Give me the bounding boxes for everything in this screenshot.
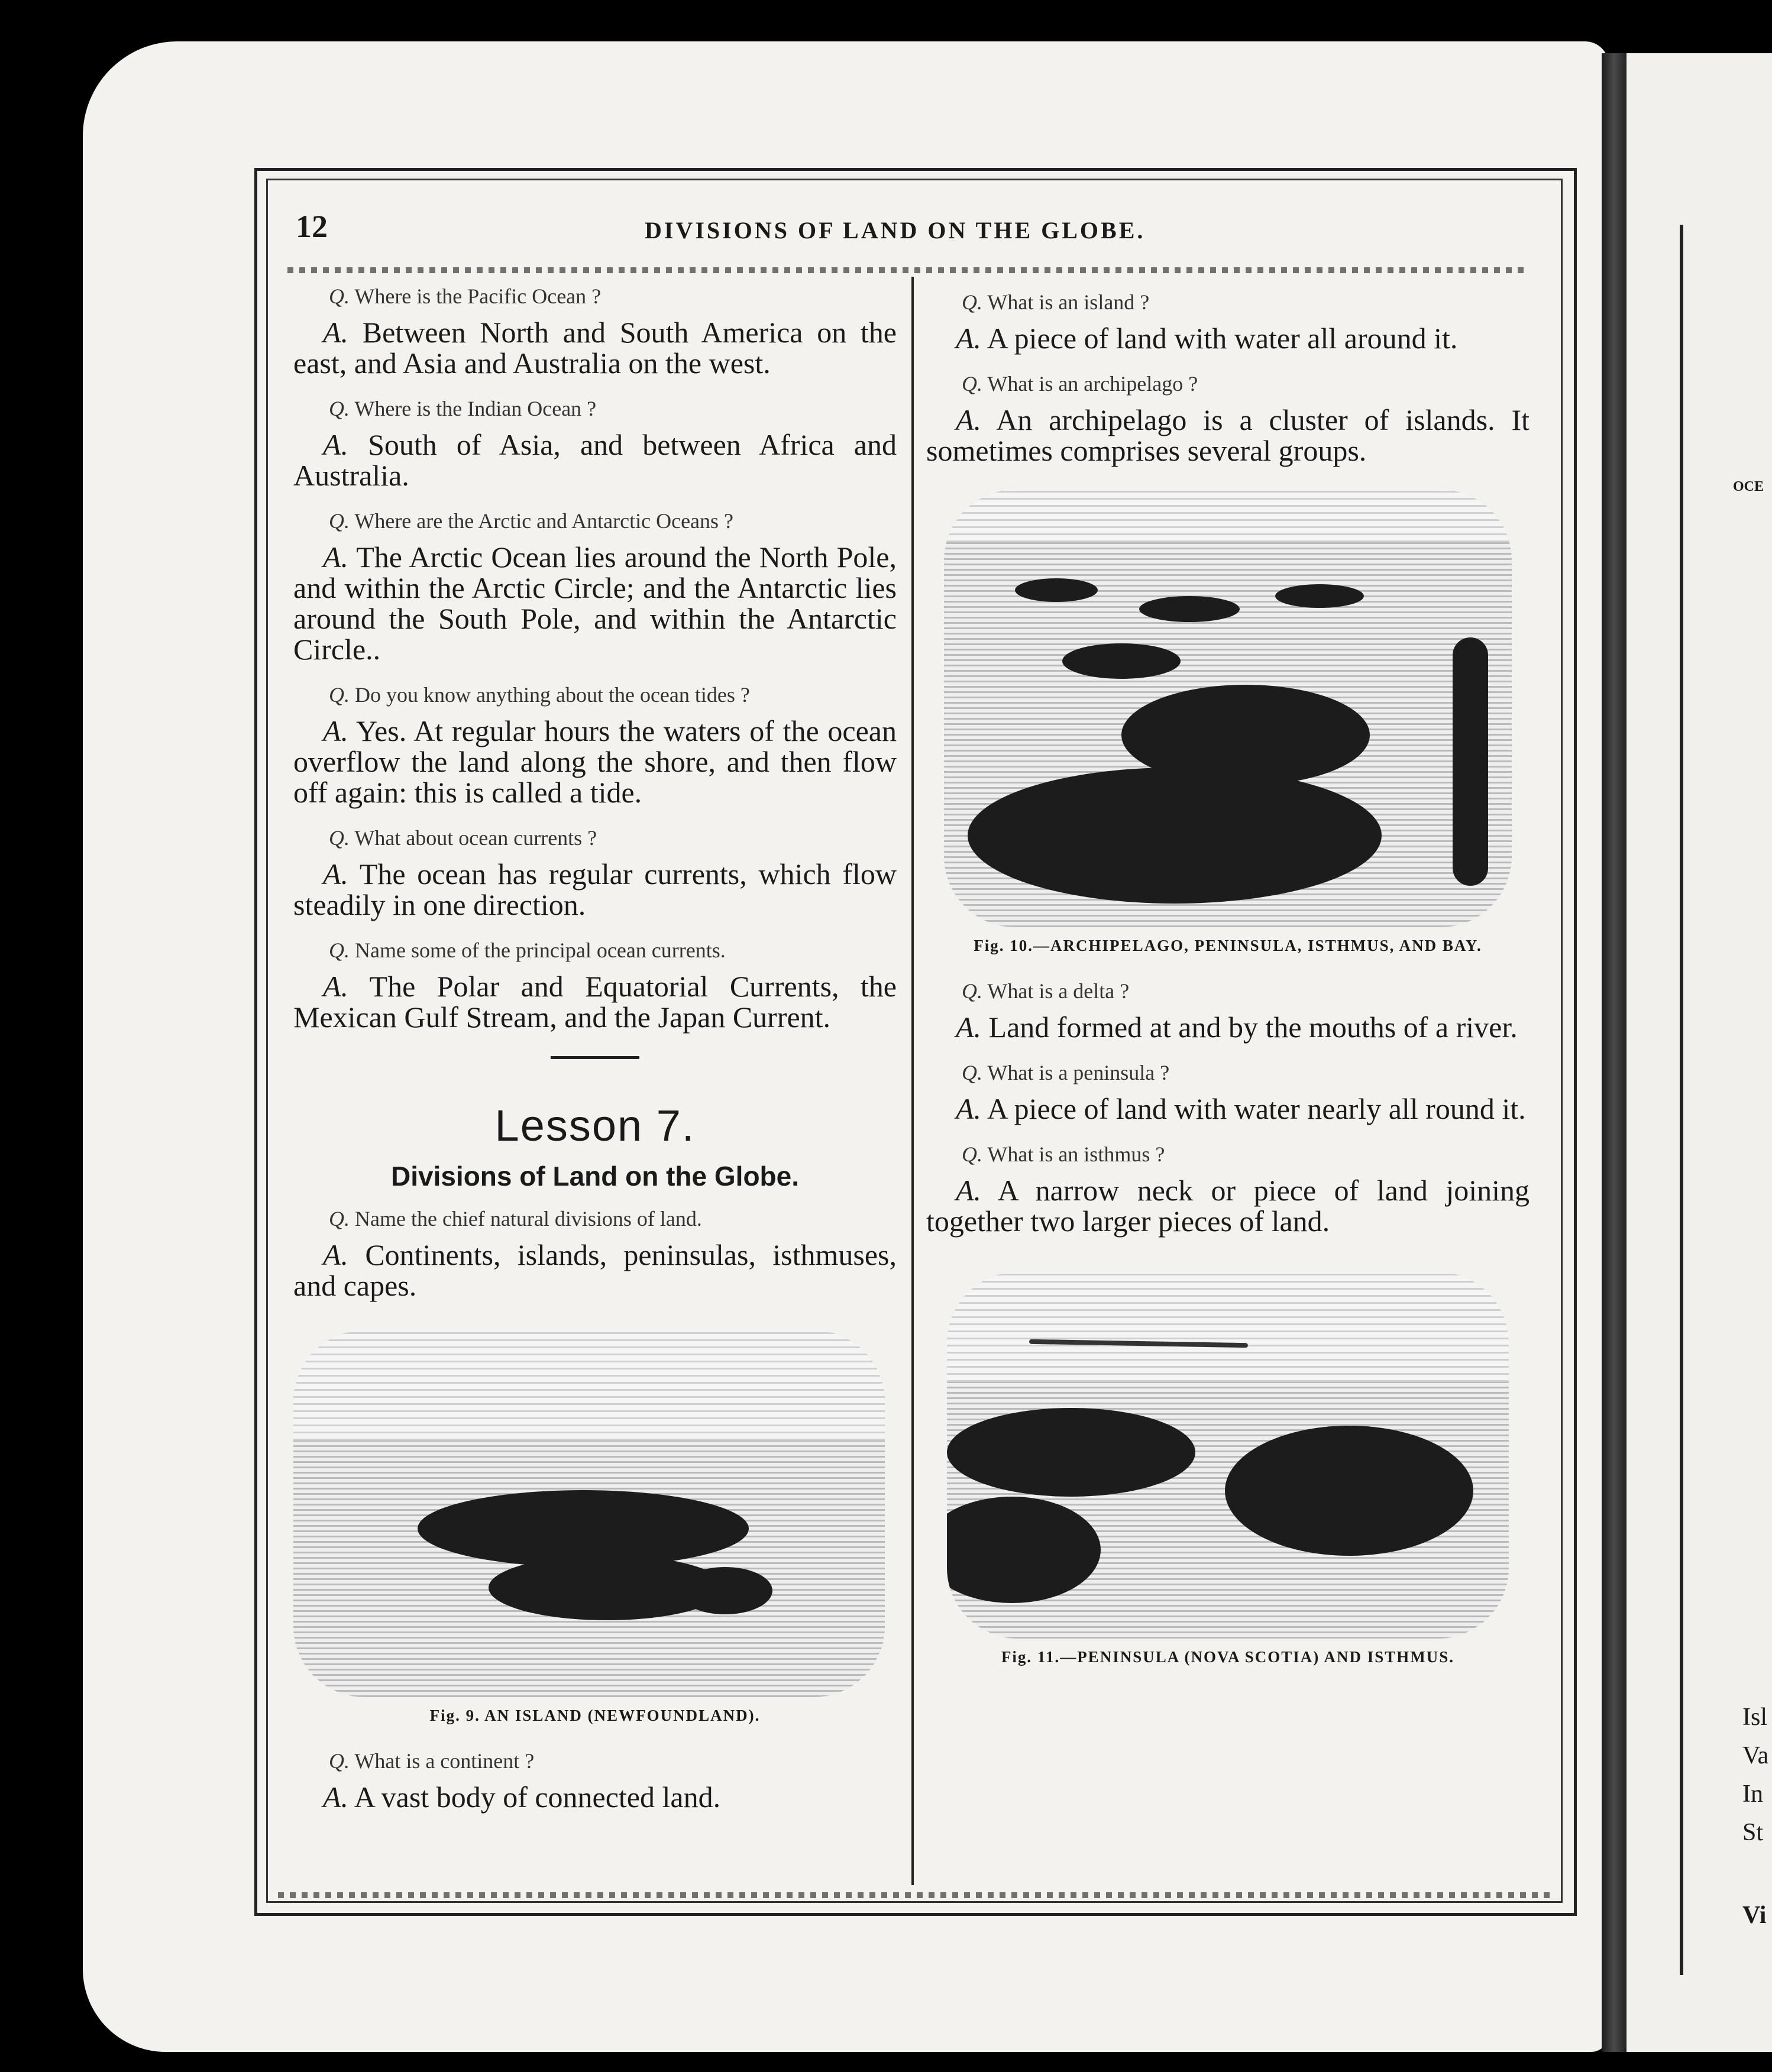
question-text: Name some of the principal ocean currents. [355, 938, 726, 962]
q-label: Q. [962, 372, 982, 396]
q-label: Q. [329, 509, 350, 533]
answer [293, 971, 897, 1032]
adjacent-fragment: Va [1742, 1742, 1769, 1769]
question [962, 1060, 1530, 1085]
answer [293, 317, 897, 378]
question [329, 396, 897, 421]
q-label: Q. [962, 1142, 982, 1166]
answer-text: South of Asia, and between Africa and Australia. [293, 428, 897, 492]
a-label: A. [323, 857, 349, 891]
q-label: Q. [962, 979, 982, 1003]
answer-text: The Polar and Equatorial Currents, the Mexican Gulf Stream, and the Japan Current. [293, 970, 897, 1034]
figure-caption: Fig. 10.—ARCHIPELAGO, PENINSULA, ISTHMUS, AND BAY. [974, 937, 1482, 954]
a-label: A. [323, 540, 349, 574]
lesson-subtitle: Divisions of Land on the Globe. [390, 1161, 800, 1192]
island-shape [968, 768, 1382, 904]
answer [293, 429, 897, 491]
question [329, 509, 897, 533]
a-label: A. [956, 403, 982, 436]
adjacent-fragment: Isl [1742, 1704, 1767, 1731]
a-label: A. [323, 1780, 349, 1814]
footer-rule [278, 1892, 1550, 1898]
answer-text: Continents, islands, peninsulas, isthmuses, and capes. [293, 1238, 897, 1302]
question-text: What is a delta ? [987, 979, 1130, 1003]
q-label: Q. [329, 397, 350, 420]
sky [947, 1272, 1509, 1382]
figure-archipelago-illustration [944, 490, 1512, 927]
a-label: A. [956, 1011, 982, 1044]
q-label: Q. [329, 683, 350, 707]
q-label: Q. [329, 938, 350, 962]
running-head: DIVISIONS OF LAND ON THE GLOBE. [645, 217, 1146, 244]
adjacent-fragment: OCE [1733, 479, 1764, 494]
q-label: Q. [962, 290, 982, 314]
answer [926, 404, 1530, 466]
column-divider [911, 277, 914, 1885]
tree-shape [1453, 637, 1488, 886]
a-label: A. [956, 1092, 982, 1125]
answer [293, 859, 897, 920]
q-label: Q. [329, 1207, 350, 1231]
question [329, 825, 897, 850]
island-shape [1139, 596, 1240, 622]
answer-text: The ocean has regular currents, which flow steadily in one direction. [293, 857, 897, 921]
island-shape [1275, 584, 1364, 608]
island-shape [1062, 643, 1181, 679]
question-text: What is an island ? [987, 290, 1150, 314]
answer [293, 542, 897, 665]
answer [926, 1175, 1530, 1236]
a-label: A. [956, 322, 982, 355]
answer [926, 1093, 1530, 1124]
answer-text: The Arctic Ocean lies around the North Pole, and within the Arctic Circle; and the Antarctic lies around the South Pole, and within the Antarctic Circle.. [293, 540, 897, 666]
adjacent-frame-line [1680, 225, 1683, 1975]
question-text: What is an archipelago ? [987, 372, 1198, 396]
a-label: A. [956, 1174, 982, 1207]
a-label: A. [323, 316, 349, 349]
header-rule [287, 267, 1524, 273]
answer-text: Yes. At regular hours the waters of the ocean overflow the land along the shore, and then flow off again: this is called a tide. [293, 714, 897, 809]
question-text: What is a peninsula ? [987, 1061, 1170, 1084]
answer [293, 1782, 897, 1812]
figure-caption: Fig. 11.—PENINSULA (NOVA SCOTIA) AND ISTHMUS. [1001, 1648, 1455, 1666]
answer-text: A piece of land with water all around it. [987, 322, 1458, 355]
answer [293, 716, 897, 808]
question-text: Do you know anything about the ocean tides ? [355, 683, 750, 707]
qa-list [293, 284, 897, 1032]
sky [293, 1330, 885, 1440]
question [962, 979, 1530, 1003]
island-shape [1015, 578, 1098, 602]
question-text: Where are the Arctic and Antarctic Oceans ? [354, 509, 734, 533]
question [962, 290, 1530, 315]
page-number: 12 [296, 209, 328, 244]
question [962, 371, 1530, 396]
question [329, 1206, 897, 1231]
adjacent-page [1627, 53, 1772, 2052]
land-shape [1225, 1426, 1473, 1556]
land-shape [947, 1497, 1101, 1603]
question [329, 1749, 897, 1773]
answer [926, 1012, 1530, 1043]
figure-peninsula-illustration [947, 1272, 1509, 1639]
island-shape [678, 1567, 772, 1614]
question-text: What is an isthmus ? [987, 1142, 1165, 1166]
q-label: Q. [329, 1749, 350, 1773]
question [329, 938, 897, 963]
left-column [293, 284, 897, 1830]
q-label: Q. [962, 1061, 982, 1084]
sky [944, 490, 1512, 542]
answer [293, 1239, 897, 1301]
adjacent-fragment: Vi [1742, 1902, 1767, 1929]
answer-text: A piece of land with water nearly all round it. [987, 1092, 1526, 1125]
right-column [926, 290, 1530, 1690]
land-shape [947, 1408, 1195, 1497]
figure-caption: Fig. 9. AN ISLAND (NEWFOUNDLAND). [429, 1707, 761, 1724]
question [329, 284, 897, 309]
section-rule [551, 1056, 639, 1059]
adjacent-fragment: St [1742, 1819, 1764, 1846]
answer-text: A narrow neck or piece of land joining together two larger pieces of land. [926, 1174, 1530, 1238]
book-gutter [1602, 53, 1627, 2052]
question-text: Where is the Pacific Ocean ? [354, 284, 602, 308]
question-text: What is a continent ? [354, 1749, 535, 1773]
figure-island-illustration [293, 1330, 885, 1697]
answer-text: Land formed at and by the mouths of a river. [988, 1011, 1518, 1044]
question-text: What about ocean currents ? [354, 826, 597, 850]
answer-text: An archipelago is a cluster of islands. It sometimes comprises several groups. [926, 403, 1530, 467]
adjacent-fragment: In [1742, 1780, 1763, 1808]
a-label: A. [323, 1238, 349, 1271]
lesson-title: Lesson 7. [494, 1101, 696, 1150]
question-text: Name the chief natural divisions of land. [355, 1207, 702, 1231]
answer-text: A vast body of connected land. [354, 1780, 721, 1814]
question-text: Where is the Indian Ocean ? [354, 397, 597, 420]
a-label: A. [323, 970, 349, 1003]
answer-text: Between North and South America on the east, and Asia and Australia on the west. [293, 316, 897, 380]
a-label: A. [323, 714, 349, 747]
a-label: A. [323, 428, 349, 461]
q-label: Q. [329, 826, 350, 850]
answer [926, 323, 1530, 354]
question [962, 1142, 1530, 1167]
q-label: Q. [329, 284, 350, 308]
question [329, 682, 897, 707]
